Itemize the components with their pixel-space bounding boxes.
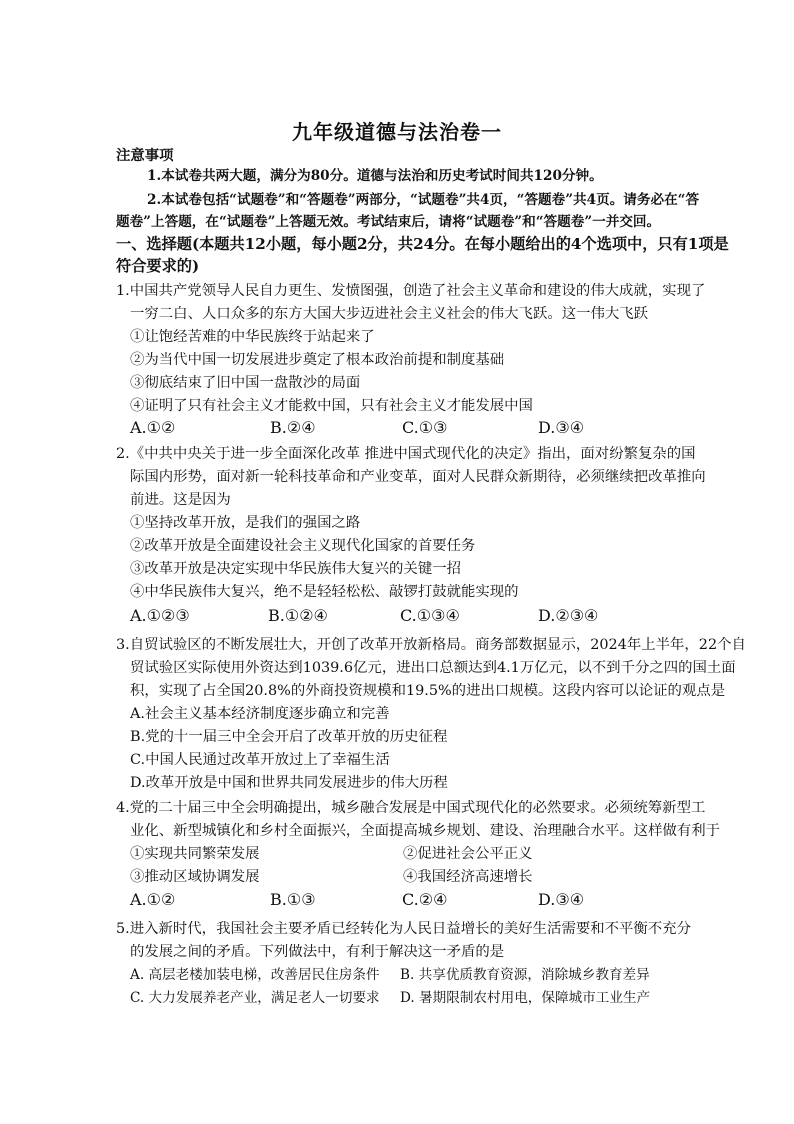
q2-stem-line-2: 际国内形势，面对新一轮科技革命和产业变革，面对人民群众新期待，必须继续把改革推向 xyxy=(130,469,706,485)
q4-option-a: A.①② xyxy=(130,890,176,909)
q4-stem-line-2: 业化、新型城镇化和乡村全面振兴，全面提高城乡规划、建设、治理融合水平。这样做有利于 xyxy=(130,823,721,839)
q1-option-b: B.②④ xyxy=(270,418,316,437)
notice-item-1: 1.本试卷共两大题，满分为80分。道德与法治和历史考试时间共120分钟。 xyxy=(147,168,603,184)
q2-option-d: D.②③④ xyxy=(538,606,599,625)
q5-stem-line-2: 的发展之间的矛盾。下列做法中，有利于解决这一矛盾的是 xyxy=(130,944,505,960)
q2-statement-1: ①坚持改革开放，是我们的强国之路 xyxy=(130,515,361,531)
notice-item-2-line-2: 题卷”上答题，在“试题卷”上答题无效。考试结束后，请将“试题卷”和“答题卷”一并交回。 xyxy=(116,214,661,230)
q4-stem-line-1: 4.党的二十届三中全会明确提出，城乡融合发展是中国式现代化的必然要求。必须统筹新型工 xyxy=(116,800,706,816)
notice-item-2-line-1: 2.本试卷包括“试题卷”和“答题卷”两部分，“试题卷”共4页，“答题卷”共4页。请务必在“答 xyxy=(147,192,700,208)
q4-option-c: C.②④ xyxy=(402,890,448,909)
notice-heading: 注意事项 xyxy=(116,147,174,164)
q3-stem-line-1: 3.自贸试验区的不断发展壮大，开创了改革开放新格局。商务部数据显示，2024年上半年，22个自 xyxy=(116,637,746,653)
q1-statement-1: ①让饱经苦难的中华民族终于站起来了 xyxy=(130,329,375,345)
q2-statement-2: ②改革开放是全面建设社会主义现代化国家的首要任务 xyxy=(130,538,476,554)
q4-statement-2: ②促进社会公平正义 xyxy=(403,846,533,862)
q4-option-d: D.③④ xyxy=(538,890,585,909)
q2-stem-line-3: 前进。这是因为 xyxy=(130,492,231,508)
q2-option-b: B.①②④ xyxy=(268,606,328,625)
q1-stem-line-1: 1.中国共产党领导人民自力更生、发愤图强，创造了社会主义革命和建设的伟大成就，实现了 xyxy=(116,283,706,299)
q1-statement-4: ④证明了只有社会主义才能救中国，只有社会主义才能发展中国 xyxy=(130,398,533,414)
q5-stem-line-1: 5.进入新时代，我国社会主要矛盾已经转化为人民日益增长的美好生活需要和不平衡不充分 xyxy=(116,921,691,937)
q3-option-c: C.中国人民通过改革开放过上了幸福生活 xyxy=(130,752,390,768)
page-title: 九年级道德与法治卷一 xyxy=(292,120,502,144)
q3-option-a: A.社会主义基本经济制度逐步确立和完善 xyxy=(130,706,390,722)
q5-option-b: B. 共享优质教育资源，消除城乡教育差异 xyxy=(400,967,650,983)
q2-statement-3: ③改革开放是决定实现中华民族伟大复兴的关键一招 xyxy=(130,561,461,577)
section-heading-line-1: 一、选择题(本题共12小题，每小题2分，共24分。在每小题给出的4个选项中，只有1项是 xyxy=(116,235,729,253)
q1-option-d: D.③④ xyxy=(538,418,585,437)
q4-statement-4: ④我国经济高速增长 xyxy=(403,869,533,885)
q1-option-c: C.①③ xyxy=(402,418,448,437)
q4-option-b: B.①③ xyxy=(270,890,316,909)
q2-option-c: C.①③④ xyxy=(400,606,460,625)
q4-statement-1: ①实现共同繁荣发展 xyxy=(130,846,260,862)
q2-option-a: A.①②③ xyxy=(130,606,190,625)
q1-option-a: A.①② xyxy=(130,418,176,437)
q2-stem-line-1: 2.《中共中央关于进一步全面深化改革 推进中国式现代化的决定》指出，面对纷繁复杂的国 xyxy=(116,446,696,462)
q3-stem-line-3: 积，实现了占全国20.8%的外商投资规模和19.5%的进出口规模。这段内容可以论证的观点是 xyxy=(130,683,726,699)
q1-statement-3: ③彻底结束了旧中国一盘散沙的局面 xyxy=(130,375,361,391)
q3-stem-line-2: 贸试验区实际使用外资达到1039.6亿元，进出口总额达到4.1万亿元，以不到千分之四的国土面 xyxy=(130,660,736,676)
q1-statement-2: ②为当代中国一切发展进步奠定了根本政治前提和制度基础 xyxy=(130,352,505,368)
q5-option-c: C. 大力发展养老产业，满足老人一切要求 xyxy=(130,990,380,1006)
q5-option-d: D. 暑期限制农村用电，保障城市工业生产 xyxy=(400,990,651,1006)
q4-statement-3: ③推动区域协调发展 xyxy=(130,869,260,885)
q3-option-d: D.改革开放是中国和世界共同发展进步的伟大历程 xyxy=(130,775,448,791)
section-heading-line-2: 符合要求的) xyxy=(116,257,200,275)
q1-stem-line-2: 一穷二白、人口众多的东方大国大步迈进社会主义社会的伟大飞跃。这一伟大飞跃 xyxy=(130,306,649,322)
q2-statement-4: ④中华民族伟大复兴，绝不是轻轻松松、敲锣打鼓就能实现的 xyxy=(130,584,519,600)
q5-option-a: A. 高层老楼加装电梯，改善居民住房条件 xyxy=(130,967,380,983)
q3-option-b: B.党的十一届三中全会开启了改革开放的历史征程 xyxy=(130,729,448,745)
